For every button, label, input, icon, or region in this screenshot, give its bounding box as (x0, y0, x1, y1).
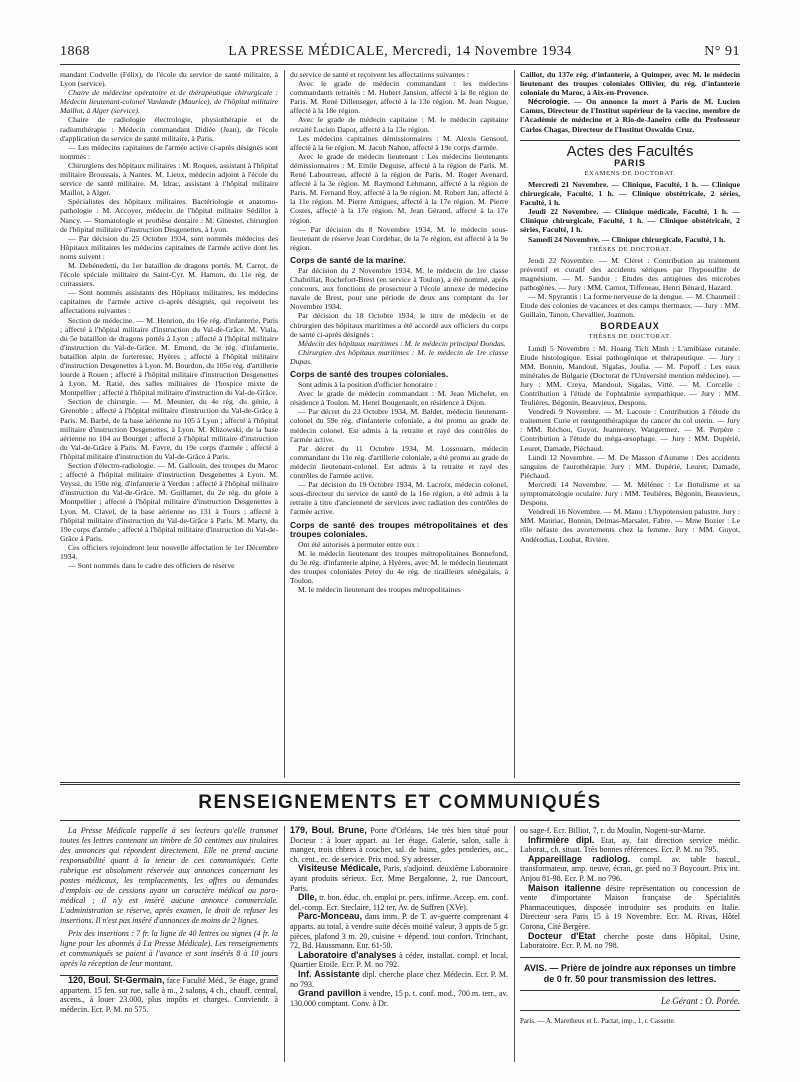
paragraph: du service de santé et reçoivent les affectations suivantes : (290, 70, 469, 79)
paragraph: Section de chirurgie. — M. Meunier, du 4e rég. du génie, à Grenoble ; affecté à l'hôpital militaire d'instruction du Val-de-Grâce à Paris. M. Barbé, de la base aérienne no 105 à Lyon ; affecté à l'hôpital militaire d'instruction Desgenettes, à Lyon. M. Klizowski, de la base aérienne no 104 au Bourget ; affecté à l'hôpital militaire d'instruction du Val-de-Grâce à Paris. M. Favre, du 19e corps d'armée ; affecté à l'hôpital militaire d'instruction du Val-de-Grâce à Paris. (60, 397, 278, 461)
ad-heading: Maison italienne (528, 882, 601, 893)
ad-text: à céder, installat. compl. et local, Quartier Etoile. Ecr. P. M. no 792. (290, 950, 508, 970)
ad-item (290, 864, 508, 893)
ad-text: dans imm. P. de T. av-guerre comprenant 4 apparts. au total, à vendre suite décès moitié valeur, 3 appts de 5 gr. pièces, plafond 3 m. 20, cuisine + dépend. tout confort. Trinchant, 72, Bd. Haussmann. Eur. 61-50. (290, 912, 508, 951)
paragraph: Ces officiers rejoindront leur nouvelle affectation le 1er Décembre 1934. (60, 542, 278, 561)
paragraph: M. Debénedetti, du 1er bataillon de dragons portés. M. Carrot, de l'école spéciale militaire de Saint-Cyr. M. Hamon, du 11e rég. de cuirassiers. (60, 260, 278, 289)
paragraph: Avec le grade de médecin commandant : M. Jean Michelet, en résidence à Toulon. M. Henri Bougenault, en résidence à Dijon. (290, 389, 508, 408)
ad-item (520, 884, 740, 932)
paragraph: Vendredi 9 Novembre. — M. Lacoste : Contribution à l'étude du traitement Curie et rœntgenthérapique du cancer du col utérin. — Jury : MM. Réchou, Guyot, Jeanneney, Wangermez. — M. Perpère : Contribution à l'étude du méga-œsophage. — Jury : MM. Dupérié, Leuret, Damade, Piéchaud. (520, 407, 740, 453)
paragraph: Mercredi 14 Novembre. — M. Mélénec : Le Botulisme et sa symptomatologie oculaire. Jury : MM. Teulières, Bégonin, Beauvieux, Despons. (520, 479, 740, 508)
journal-title: LA PRESSE MÉDICALE, Mercredi, 14 Novembre 1934 (228, 44, 572, 59)
paragraph: — Par décision du 25 Octobre 1934, sont nommés médecins des Hôpitaux militaires les médecins capitaines de l'armée active dont les noms suivent : (60, 233, 278, 261)
ad-continued: ou sage-f. Ecr. Billiot, 7, r. du Moulin, Nogent-sur-Marne. (520, 826, 706, 835)
paragraph: Par décision du 18 Octobre 1934, le titre de médecin et de chirurgien des hôpitaux maritimes a été accordé aux officiers du corps de santé ci-après désignés : (290, 311, 508, 339)
ad-item (290, 826, 508, 864)
ad-heading: Visiteuse Médicale, (298, 863, 381, 874)
column-divider (514, 826, 515, 1062)
paragraph: Samedi 24 Novembre. — Clinique chirurgicale, Faculté, 1 h. (528, 234, 726, 244)
issue-number: N° 91 (704, 44, 740, 59)
ads-column-2 (290, 826, 508, 1062)
paragraph: Médecin des hôpitaux maritimes : M. le médecin principal Dondas. (298, 338, 506, 348)
paragraph: Section de médecine. — M. Henrion, du 16e rég. d'infanterie, Paris ; affecté à l'hôpital militaire d'instruction du Val-de-Grâce. M. Viala, du 5e bataillon de dragons portés à Lyon ; affecté à l'hôpital militaire d'instruction du Val-de-Grâce. M. Emond, du 3e rég. d'infanterie, bataillon alpin de forteresse, Hyères ; affecté à l'hôpital militaire d'instruction Desgenettes à Lyon. M. Bourdon, du 105e rég. d'artillerie lourde à Rouen ; affecté à l'hôpital militaire d'instruction Desgenettes à Lyon. M. Ratié, des salles militaires de l'hospice mixte de Montpellier ; affecté à l'hôpital militaire d'instruction du Val-de-Grâce. (60, 315, 278, 398)
ad-heading: Laboratoire d'analyses (298, 949, 397, 960)
ad-text: dipl. cherche place chez Médecin. Ecr. P. M. no 793. (290, 969, 508, 989)
necrology-title: Nécrologie. (528, 97, 570, 107)
section-title-colonial: Corps de santé des troupes coloniales. (290, 369, 449, 379)
ads-intro: La Presse Médicale rappelle à ses lecteurs qu'elle transmet toutes les lettres contenant un timbre de 50 centimes aux titulaires des annonces qui répondent directement. Elle ne prend aucune responsabilité quant à la teneur de ces communiqués. Cette rubrique est absolument réservée aux annonces concernant les postes médicaux, les remplacements, les offres ou demandes d'emplois ou de cessions ayant un caractère médical ou para-médical ; il n'y est inséré aucune annonce commerciale. L'administration se réserve, après examen, le droit de refuser les insertions. Il n'est pas inséré d'annonces de moins de 2 lignes. (60, 826, 278, 925)
ad-heading: 120, Boul. St-Germain, (68, 975, 165, 985)
paragraph: Par décret du 11 Octobre 1934, M. Lossouarn, médecin commandant du 11e rég. d'artillerie coloniale, a été promu au grade de médecin lieutenant-colonel. Est admis à la retraite et rayé des contrôles de l'armée active. (290, 443, 508, 481)
paragraph: — M. Spyrantis : La forme nerveuse de la dengue. — M. Chaumeil : Etude des colonies de vacances et des camps thermaux. — Jury : MM. Guillain, Tanon, Chevallier, Joannon. (520, 292, 740, 320)
paragraph: Jeudi 22 Novembre. — M. Cléret : Contribution au traitement préventif et curatif des accidents sériques par l'hyposulfite de magnésium. — M. Sandor : Etudes des antigènes des microbes pathogènes. — Jury : MM. Carnot, Tiffeneau, Henri Bénard, Hazard. (520, 255, 740, 292)
header-rule (60, 64, 740, 65)
ad-text: Porte d'Orléans, 14e très bien situé pour Docteur : à louer appart. au 1er étage. Galerie, salon, salle à manger, trois chbres à coucher, sal. de bains, gdes penderies, asc., ch. cent., ec. de service. Prix mod. S'y adresser. (290, 826, 508, 864)
paragraph: Jeudi 22 Novembre. — Clinique médicale, Faculté, 1 h. — Clinique chirurgicale, Faculté, 1 h. — Clinique obstétricale, 2 séries, Faculté, 1 h. (520, 207, 740, 235)
paragraph: — Les médecins capitaines de l'armée active ci-après désignés sont nommés : (60, 142, 278, 161)
ad-text: désire représentation ou concession de vente d'importante Maison française de Spécialités Pharmaceutiques, disposée introduire ses produits en Italie. Directeur sera Paris 15 à 19 Novembre. Ecr. M. Rivas, Hôtel Corona, Cité Bergère. (520, 883, 740, 931)
paragraph: — Par décision du 8 Novembre 1934, M. le médecin sous-lieutenant de réserve Jean Cordebar, de la 7e région, est affecté à la 9e région. (290, 224, 508, 252)
ad-text: face Faculté Méd., 3e étage, grand appartem. 15 fen. sur rue, salle à m., 2 salons, 4 ch., chauff. central, ascens., à louer 23.000, plus impôts et charges. Conviendr. à médecin. Ecr. P. M. no 575. (60, 976, 278, 1014)
ad-heading: Inf. Assistante (298, 968, 360, 979)
section-title-metropolitan: Corps de santé des troupes métropolitaines et des troupes coloniales. (290, 519, 508, 539)
ad-item (290, 912, 508, 950)
paragraph: M. le médecin lieutenant des troupes métropolitaines Bonnefond, du 3e rég. d'infanterie alpine, à Hyères, avec M. le médecin lieutenant des troupes coloniales Petey du 4e rég. de tirailleurs sénégalais, à Toulon. (290, 548, 508, 586)
ad-heading: Grand pavillon (298, 988, 362, 999)
column-3 (520, 70, 740, 778)
paragraph: Chirurgien des hôpitaux maritimes : M. le médecin de 1re classe Dupas. (290, 347, 508, 366)
paragraph: Mercredi 21 Novembre. — Clinique, Faculté, 1 h. — Clinique chirurgicale, Faculté, 1 h. — Clinique obstétricale, 2 séries, Faculté, 1 h. (520, 179, 740, 208)
column-2 (290, 70, 508, 778)
necrology: Nécrologie. — On annonce la mort à Paris de M. Lucien Camus, Directeur de l'Institut supérieur de la vaccine, membre de l'Académie de médecine et à Rio-de-Janeiro celle du Professeur Carlos Chagas, Directeur de l'Institut Oswaldo Cruz. (520, 97, 740, 134)
ad-heading: 179, Boul. Brune, (290, 826, 367, 835)
column-divider (514, 70, 515, 778)
ad-item (520, 855, 740, 884)
paragraph: Avec le grade de médecin capitaine : M. le médecin capitaine retraité Lucien Dapot, affecté à la 13e région. (290, 115, 508, 134)
ad-item (290, 989, 508, 1008)
paragraph: Avec le grade de médecin commandant : les médecins commandants retraités : M. Hubert Jansion, affecté à la 8e région de Paris. M. René Dillenseger, affecté à la 13e région. M. Jean Nugue, affecté à la 18e région. (290, 79, 508, 116)
divider (520, 140, 740, 141)
ad-item (60, 976, 278, 1014)
paragraph: Lundi 12 Novembre. — M. De Masson d'Autume : Des accidents sanguins de l'aurothérapie. Jury : MM. Dupérié, Leuret, Damade, Piéchaud. (520, 452, 740, 480)
ad-heading: Docteur d'Etat (528, 930, 596, 941)
paragraph: M. le médecin lieutenant des troupes métropolitaines (298, 585, 461, 595)
section-rule (60, 782, 740, 785)
ad-item (520, 836, 740, 855)
paragraph: Chirurgiens des hôpitaux militaires : M. Roques, assistant à l'hôpital militaire Broussais, à Nantes. M. Lieux, médecin adjoint à l'école du service de santé militaire. M. Idrac, assistant à l'hôpital militaire Maillot, à Alger. (60, 160, 278, 198)
section-title-marine: Corps de santé de la marine. (290, 254, 406, 265)
paragraph: — Sont nommés assistants des Hôpitaux militaires, les médecins capitaines de l'armée active ci-après désignés, qui reçoivent les affectations suivantes : (60, 288, 278, 316)
page-number: 1868 (60, 44, 90, 59)
paragraph: Lundi 5 Novembre : M. Hoang Tich Minh : L'amibiase cutanée. Etude histologique. Essai pathogénique et thérapeutique. — Jury : MM. Bonnin, Mandoul, Sigalas, Joulia. — M. Popoff : Les eaux minérales de Bulgarie (Doctorat de l'Université mention médecine). — Jury : MM. Creya, Mandoul, Sigalas, Vitté. — M. Corcelle : Contribution à l'étude de l'ophtalmie sympathique. — Jury : MM. Teulières, Bégonin, Beauvieux, Despons. (520, 343, 740, 408)
ad-heading: Appareillage radiolog. (528, 853, 631, 864)
actes-title: Actes des Facultés (566, 142, 694, 160)
paragraph: Caillot, du 137e rég. d'infanterie, à Quimper, avec M. le médecin lieutenant des troupes coloniales Ollivier, du rég. d'infanterie coloniale du Maroc, à Aix-en-Provence. (520, 70, 740, 98)
column-divider (284, 826, 285, 1062)
ad-item (290, 893, 508, 912)
paragraph: Chaire de radiologie électrologie, physiothérapie et de radiumthérapie : Médecin commandant Didiée (Jean), de l'école d'application du service de santé militaire, à Paris. (60, 115, 278, 143)
ad-heading: Dlle, (298, 892, 318, 903)
paragraph: Chaire de médecine opératoire et de thérapeutique chirurgicale : Médecin lieutenant-colonel Vanlande (Maurice), de l'hôpital militaire Maillot, à Alger (service). (60, 88, 278, 116)
page-header (60, 44, 740, 62)
ad-text: Etat, ay. fait direction service médic. Laborat., ch. situat. Très bonnes références. Ecr. P. M. no 795. (520, 835, 740, 855)
paragraph: Sont admis à la position d'officier honoraire : (298, 380, 437, 390)
paris-subtitle-theses: THÈSES DE DOCTORAT. (588, 245, 672, 253)
section-rule (60, 820, 740, 821)
paris-subtitle-exams: EXAMENS DE DOCTORAT. (584, 169, 676, 177)
column-1 (60, 70, 278, 778)
paragraph: — Par décision du 19 Octobre 1934, M. Lacroix, médecin colonel, sous-directeur du service de santé de la 16e région, a été admis à la retraite à titre d'ancienneté de services avec radiation des contrôles de l'armée active. (290, 480, 508, 517)
ad-text: Paris, s'adjoind. deuxième Laboratoire ayant produits sérieux. Ecr. Mme Bergalonne, 2, rue Dancourt, Paris. (290, 864, 508, 893)
printer-line: Paris. — A. Maretheux et L. Pactat, imp., 1, r. Cassette. (520, 1016, 676, 1025)
ad-item (290, 951, 508, 970)
paragraph: Les médecins capitaines démissionnaires : M. Alexis Gensoul, affecté à la 6e région. M. Jacob Nahon, affecté à 19e corps d'armée. (290, 133, 508, 152)
paris-title: PARIS (614, 157, 646, 168)
paragraph: Ont été autorisés à permuter entre eux : (298, 539, 420, 549)
ad-heading: Parc-Monceau, (298, 911, 363, 922)
avis-notice: AVIS. — Prière de joindre aux réponses un timbre de 0 fr. 50 pour transmission des lettres. (520, 957, 740, 991)
paragraph: Vendredi 16 Novembre. — M. Mano : L'hypotension palustre. Jury : MM. Mauriac, Bonnin, Delmas-Marsalet, Fabre. — Mme Bozier : Le rôle néfaste des avortements chez la femme. Jury : MM. Guyot, Andérodias, Loubat, Rivière. (520, 507, 740, 544)
paragraph: — Sont nommés dans le cadre des officiers de réserve (68, 561, 235, 571)
paragraph: Avec le grade de médecin lieutenant : Les médecins lieutenants démissionnaires : M. Emile Deguise, affecté à la région de Paris. M. René Labourreau, affecté à la région de Paris. M. Roger Avenard, affecté à la 3e région. M. Raymond Lehmann, affecté à la région de Paris. M. Fernand Roy, affecté à la 9e région. M. Robert Jan, affecté à la 11e région. M. Pierre Amigues, affecté à la 17e région. M. Pierre Costes, affecté à la 17e région. M. Jean Géraud, affecté à la 17e région. (290, 151, 508, 225)
ads-column-1 (60, 826, 278, 1062)
ads-prices: Prix des insertions : 7 fr. la ligne de 40 lettres ou signes (4 fr. la ligne pour les abonnés à La Presse Médicale). Les renseignements et communiqués se paient à l'avance et sont insérés 8 à 10 jours après la réception de leur montant. (60, 929, 278, 968)
ad-item (290, 970, 508, 989)
ad-heading: Infirmière dipl. (528, 834, 595, 845)
column-divider (284, 70, 285, 778)
ad-text: cherche poste dans Hôpital, Usine, Laboratoire. Ecr. P. M. no 798. (520, 931, 740, 951)
paragraph: mandant Codvelle (Félix), de l'école du service de santé militaire, à Lyon (service). (60, 70, 278, 89)
paragraph: — Par décret du 23 Octobre 1934, M. Baldet, médecin lieutenant-colonel du 59e rég. d'infanterie coloniale, a été promu au grade de médecin colonel. Est admis à la retraite et rayé des contrôles de l'armée active. (290, 407, 508, 444)
ad-text: à vendre, 15 p. t. conf. mod., 700 m. terr., av. 130.000 comptant. Conv. à Dr. (290, 989, 508, 1008)
bordeaux-subtitle: THÈSES DE DOCTORAT. (588, 333, 672, 341)
ad-item (520, 932, 740, 951)
paragraph: Section d'électro-radiologie. — M. Gallouin, des troupes du Maroc ; affecté à l'hôpital militaire d'instruction Desgenettes à Lyon. M. Veyssi, du 150e rég. d'infanterie à Verdun ; affecté à l'hôpital militaire d'instruction du Val-de-Grâce. M. Guillamet, du 2e rég. du génie à Montpellier ; affecté à l'hôpital militaire d'instruction Desgenettes à Lyon. M. Clavel, de la base aérienne no 131 à Tours ; affecté à l'hôpital militaire d'instruction du Val-de-Grâce à Paris. M. Marty, du 19e corps d'armée ; affecté à l'hôpital militaire d'instruction du Val-de-Grâce à Paris. (60, 461, 278, 543)
paragraph: Par décision du 2 Novembre 1934, M. le médecin de 1re classe Chabrillat, Rochefort-Brest (en service à Toulon), a été nommé, après concours, aux fonctions de prosecteur à l'école annexe de médecine navale de Brest, pour une période de deux ans comptant du 1er Novembre 1934. (290, 265, 508, 312)
paragraph: Spécialistes des hôpitaux militaires. Bactériologie et anatomo-pathologie : M. Accoyer, médecin de l'hôpital militaire Sédillot à Nancy. — Stomatologie et prothèse dentaire : M. Ginestet, chirurgien de l'hôpital militaire d'instruction Desgenettes, à Lyon. (60, 197, 278, 234)
ad-text: tr. bon. éduc. ch. emploi pr. pers. infirme. Accep. em. conf. del.-comp. Ecr. Steclaire, 112 ter, Av. de Suffren (XVe). (290, 893, 508, 912)
bordeaux-title: BORDEAUX (600, 321, 660, 332)
ads-column-3 (520, 826, 740, 1062)
necrology-text: On annonce la mort à Paris de M. Lucien Camus, Directeur de l'Institut supérieur de la vaccine, membre de l'Académie de médecine et à Rio-de-Janeiro celle du Professeur Carlos Chagas, Directeur de l'Institut Oswaldo Cruz. (520, 97, 740, 134)
gerant-line: Le Gérant : O. Porée. (520, 997, 740, 1011)
ad-text: compl. av. table bascul., transformateur, amp. neuve, écran, gr. pied no 3 Boycourt. Prix int. Anjou 81-98. Ecr. P. M. no 796. (520, 854, 740, 883)
renseignements-title: RENSEIGNEMENTS ET COMMUNIQUÉS (198, 792, 602, 813)
